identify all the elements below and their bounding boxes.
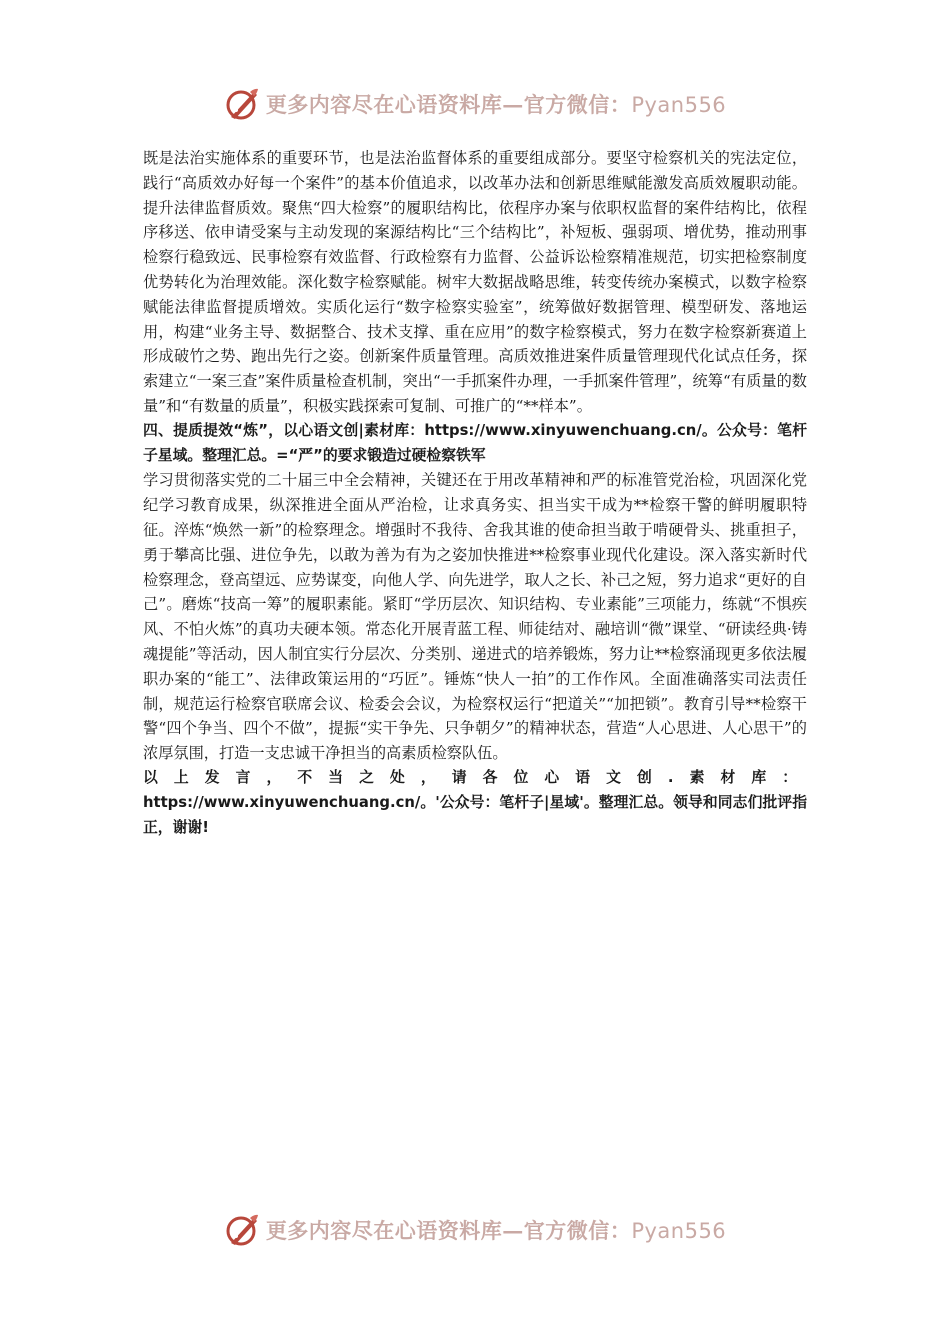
closing-remarks: [143, 766, 807, 840]
body-paragraph-2: 学习贯彻落实党的二十届三中全会精神，关键还在于用改革精神和严的标准管党治检，巩固深化党纪学习教育成果，纵深推进全面从严治检，让求真务实、担当实干成为**检察干警的鲜明履职特征。淬炼“焕然一新”的检察理念。增强时不我待、舍我其谁的使命担当敢于啃硬骨头、挑重担子，勇于攀高比强、进位争先，以敢为善为有为之姿加快推进**检察事业现代化建设。深入落实新时代检察理念，登高望远、应势谋变，向他人学、向先进学，取人之长、补己之短，努力追求“更好的自己”。磨炼“技高一筹”的履职素能。紧盯“学历层次、知识结构、专业素能”三项能力，练就“不惧疾风、不怕火炼”的真功夫硬本领。常态化开展青蓝工程、师徒结对、融培训“微”课堂、“研读经典·铸魂提能”等活动，因人制宜实行分层次、分类别、递进式的培养锻炼，努力让**检察涌现更多依法履职办案的“能工”、法律政策运用的“巧匠”。锤炼“快人一拍”的工作作风。全面准确落实司法责任制，规范运行检察官联席会议、检委会会议，为检察权运行“把道关”“加把锁”。教育引导**检察干警“四个争当、四个不做”，提振“实干争先、只争朝夕”的精神状态，营造“人心思进、人心思干”的浓厚氛围，打造一支忠诚干净担当的高素质检察队伍。: [143, 471, 807, 763]
header-banner-text: 更多内容尽在心语资料库—官方微信：Pyan556: [265, 92, 727, 117]
closing-remarks-lead: 以上发言，不当之处，请各位心语文创.素材库：: [143, 768, 807, 786]
quill-pen-logo-icon: [224, 86, 260, 122]
document-body: [143, 146, 807, 840]
footer-wechat-id: Pyan556: [631, 1219, 727, 1243]
closing-remarks-tail: https://www.xinyuwenchuang.cn/。'公众号：笔杆子|星域'。整理汇总。领导和同志们批评指正，谢谢!: [143, 793, 807, 836]
footer-banner-text: 更多内容尽在心语资料库—官方微信：Pyan556: [265, 1218, 727, 1243]
header-banner: [0, 84, 950, 124]
section-heading-4: 四、提质提效“炼”，以心语文创|素材库：https://www.xinyuwenchuang.cn/。公众号：笔杆子星域。整理汇总。=“严”的要求锻造过硬检察铁军: [143, 421, 807, 464]
quill-pen-logo-icon: [224, 1212, 260, 1248]
body-paragraph-1: 既是法治实施体系的重要环节，也是法治监督体系的重要组成部分。要坚守检察机关的宪法定位，践行“高质效办好每一个案件”的基本价值追求，以改革办法和创新思维赋能激发高质效履职动能。提升法律监督质效。聚焦“四大检察”的履职结构比，依程序办案与依职权监督的案件结构比，依程序移送、依申请受案与主动发现的案源结构比“三个结构比”，补短板、强弱项、增优势，推动刑事检察行稳致远、民事检察有效监督、行政检察有力监督、公益诉讼检察精准规范，切实把检察制度优势转化为治理效能。深化数字检察赋能。树牢大数据战略思维，转变传统办案模式，以数字检察赋能法律监督提质增效。实质化运行“数字检察实验室”，统筹做好数据管理、模型研发、落地运用，构建“业务主导、数据整合、技术支撑、重在应用”的数字检察模式，努力在数字检察新赛道上形成破竹之势、跑出先行之姿。创新案件质量管理。高质效推进案件质量管理现代化试点任务，探索建立“一案三查”案件质量检查机制，突出“一手抓案件办理，一手抓案件管理”，统筹“有质量的数量”和“有数量的质量”，积极实践探索可复制、可推广的“**样本”。: [143, 149, 807, 415]
header-wechat-id: Pyan556: [631, 93, 727, 117]
footer-banner: [0, 1210, 950, 1250]
